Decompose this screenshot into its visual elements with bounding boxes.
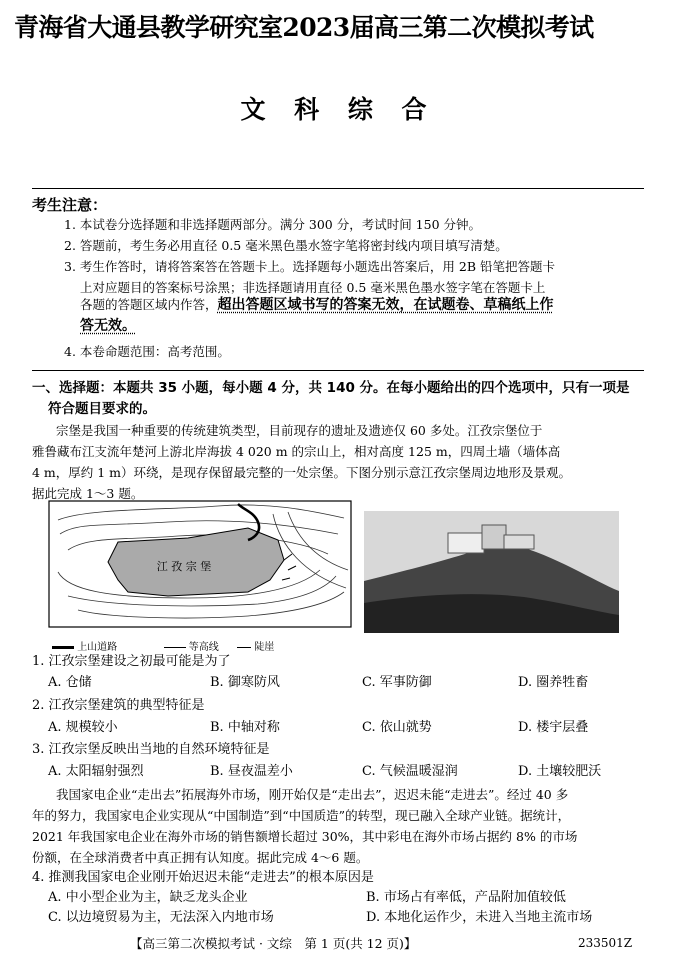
passage2-line3: 2021 年我国家电企业在海外市场的销售额增长超过 30%，其中彩电在海外市场占据约 8% 的市场 <box>32 829 578 844</box>
notice-item-3-cont2 <box>80 294 670 316</box>
q3-option-c: C. 气候温暖湿润 <box>362 764 458 779</box>
notice-item-3-cont: 上对应题目的答案标号涂黑；非选择题请用直径 0.5 毫米黑色墨水签字笔在答题卡上 <box>80 280 546 295</box>
fortress-photo <box>364 511 619 633</box>
question-1-stem: 1. 江孜宗堡建设之初最可能是为了 <box>32 654 231 669</box>
fortress-tower <box>482 525 506 549</box>
q2-option-b: B. 中轴对称 <box>210 720 280 735</box>
passage1-line2: 雅鲁藏布江支流年楚河上游北岸海拔 4 020 m 的宗山上，相对高度 125 m，四周土墙（墙体高 <box>32 444 561 459</box>
q2-option-c: C. 依山就势 <box>362 720 432 735</box>
legend-road-icon <box>52 646 74 649</box>
q4-option-a: A. 中小型企业为主，缺乏龙头企业 <box>48 890 248 905</box>
legend-road: 上山道路 <box>77 642 118 653</box>
divider-top <box>32 188 644 189</box>
legend-cliff-icon <box>237 647 251 648</box>
notice-item-3-emphasis: 超出答题区域书写的答案无效，在试题卷、草稿纸上作 <box>217 297 554 313</box>
q1-option-d: D. 圈养牲畜 <box>518 675 589 690</box>
map-label: 江 孜 宗 堡 <box>156 560 212 573</box>
legend-cliff: 陡崖 <box>254 642 275 653</box>
page-footer: 【高三第二次模拟考试 · 文综 第 1 页(共 12 页)】 <box>130 936 417 951</box>
fortress-building <box>448 533 484 553</box>
topographic-map <box>48 500 352 628</box>
question-3-stem: 3. 江孜宗堡反映出当地的自然环境特征是 <box>32 742 270 757</box>
q2-option-d: D. 楼宇层叠 <box>518 720 589 735</box>
passage2-line1: 我国家电企业“走出去”拓展海外市场，刚开始仅是“走出去”，迟迟未能“走进去”。经过 40 多 <box>56 787 569 802</box>
q1-option-c: C. 军事防御 <box>362 675 432 690</box>
notice-item-3: 3. 考生作答时，请将答案答在答题卡上。选择题每小题选出答案后，用 2B 铅笔把答题卡 <box>64 259 555 274</box>
q4-option-b: B. 市场占有率低，产品附加值较低 <box>366 890 566 905</box>
q2-option-a: A. 规模较小 <box>48 720 118 735</box>
exam-title: 青海省大通县教学研究室2023届高三第二次模拟考试 <box>14 13 594 42</box>
notice-item-3-emphasis-end <box>80 316 670 337</box>
fortress-wing <box>504 535 534 549</box>
section-heading-cont: 符合题目要求的。 <box>48 401 156 417</box>
divider-notice <box>32 370 644 371</box>
section-heading: 一、选择题：本题共 35 小题，每小题 4 分，共 140 分。在每小题给出的四个选项中，只有一项是 <box>32 380 630 396</box>
q3-option-a: A. 太阳辐射强烈 <box>48 764 144 779</box>
passage2-line4: 份额，在全球消费者中真正拥有认知度。据此完成 4～6 题。 <box>32 850 369 865</box>
notice-item-2: 2. 答题前，考生务必用直径 0.5 毫米黑色墨水签字笔将密封线内项目填写清楚。 <box>64 238 508 253</box>
passage1-line3: 4 m，厚约 1 m）环绕，是现存保留最完整的一处宗堡。下图分别示意江孜宗堡周边地形及景观。 <box>32 465 572 480</box>
q1-option-b: B. 御寒防风 <box>210 675 280 690</box>
map-legend <box>52 638 274 653</box>
legend-contour: 等高线 <box>188 642 219 653</box>
notice-title: 考生注意： <box>32 196 108 214</box>
exam-code: 233501Z <box>578 936 633 950</box>
q3-option-b: B. 昼夜温差小 <box>210 764 293 779</box>
passage2-line2: 年的努力，我国家电企业实现从“中国制造”到“中国质造”的转型，现已融入全球产业链。据统计， <box>32 808 571 823</box>
q1-option-a: A. 仓储 <box>48 675 92 690</box>
legend-contour-icon <box>164 647 186 648</box>
passage1-line1: 宗堡是我国一种重要的传统建筑类型，目前现存的遗址及遗迹仅 60 多处。江孜宗堡位于 <box>56 423 543 438</box>
q4-option-c: C. 以边境贸易为主，无法深入内地市场 <box>48 910 274 925</box>
notice-item-3-emphasis-end-text: 答无效。 <box>80 318 136 334</box>
notice-item-4: 4. 本卷命题范围：高考范围。 <box>64 344 230 359</box>
question-4-stem: 4. 推测我国家电企业刚开始迟迟未能“走进去”的根本原因是 <box>32 870 374 885</box>
notice-item-3-normal: 各题的答题区域内作答， <box>80 297 218 312</box>
subject-title: 文 科 综 合 <box>240 95 437 124</box>
q4-option-d: D. 本地化运作少，未进入当地主流市场 <box>366 910 593 925</box>
question-2-stem: 2. 江孜宗堡建筑的典型特征是 <box>32 698 205 713</box>
notice-item-1: 1. 本试卷分选择题和非选择题两部分。满分 300 分，考试时间 150 分钟。 <box>64 217 482 232</box>
q3-option-d: D. 土壤较肥沃 <box>518 764 602 779</box>
passage1-line4: 据此完成 1～3 题。 <box>32 486 144 501</box>
